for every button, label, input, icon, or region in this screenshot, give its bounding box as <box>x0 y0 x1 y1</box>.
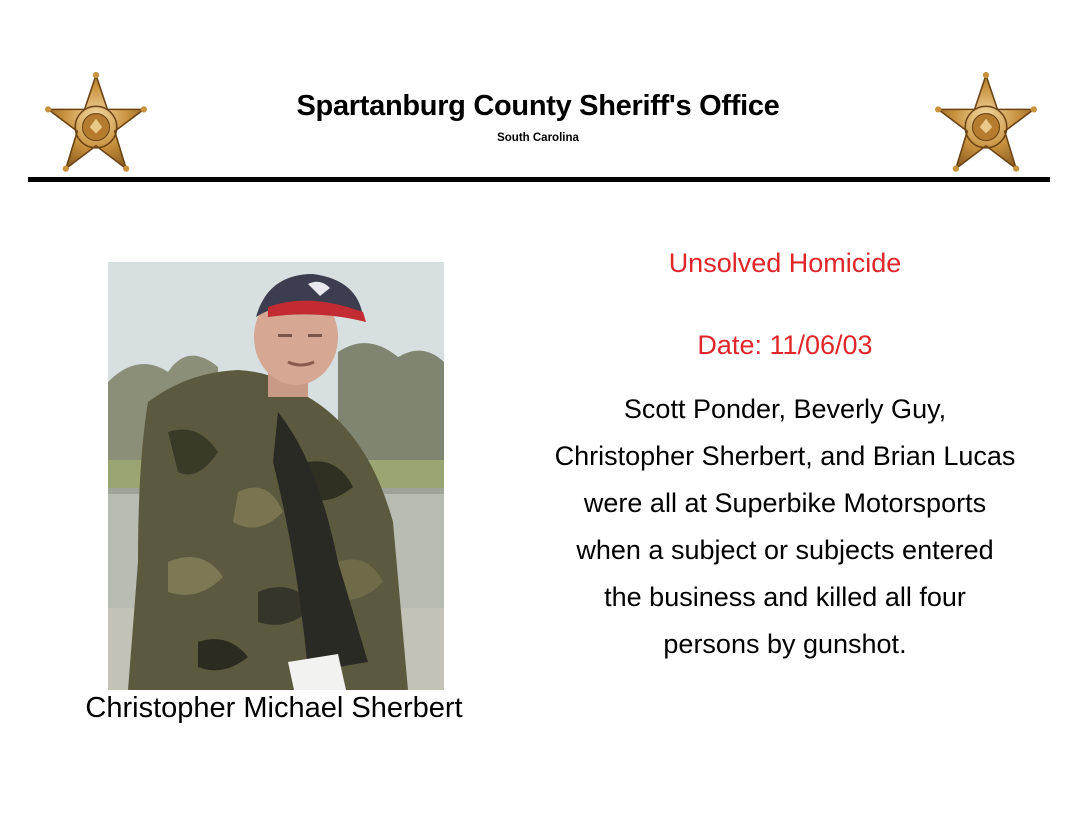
description-line: when a subject or subjects entered <box>576 535 994 565</box>
case-type-heading: Unsolved Homicide <box>668 248 902 278</box>
description-line: Christopher Sherbert, and Brian Lucas <box>554 441 1016 471</box>
description-line: the business and killed all four <box>604 582 966 612</box>
sheriff-badge-right-icon <box>934 72 1038 178</box>
page-subtitle: South Carolina <box>497 132 579 144</box>
description-line: persons by gunshot. <box>663 629 907 659</box>
header-divider <box>28 177 1050 182</box>
subject-name-caption: Christopher Michael Sherbert <box>85 692 463 724</box>
sheriff-badge-left-icon <box>44 72 148 178</box>
page-title: Spartanburg County Sheriff's Office <box>296 90 780 122</box>
description-line: were all at Superbike Motorsports <box>583 488 987 518</box>
description-line: Scott Ponder, Beverly Guy, <box>623 394 947 424</box>
case-date: Date: 11/06/03 <box>697 330 873 360</box>
case-description <box>505 386 1065 668</box>
subject-photo <box>108 262 444 690</box>
